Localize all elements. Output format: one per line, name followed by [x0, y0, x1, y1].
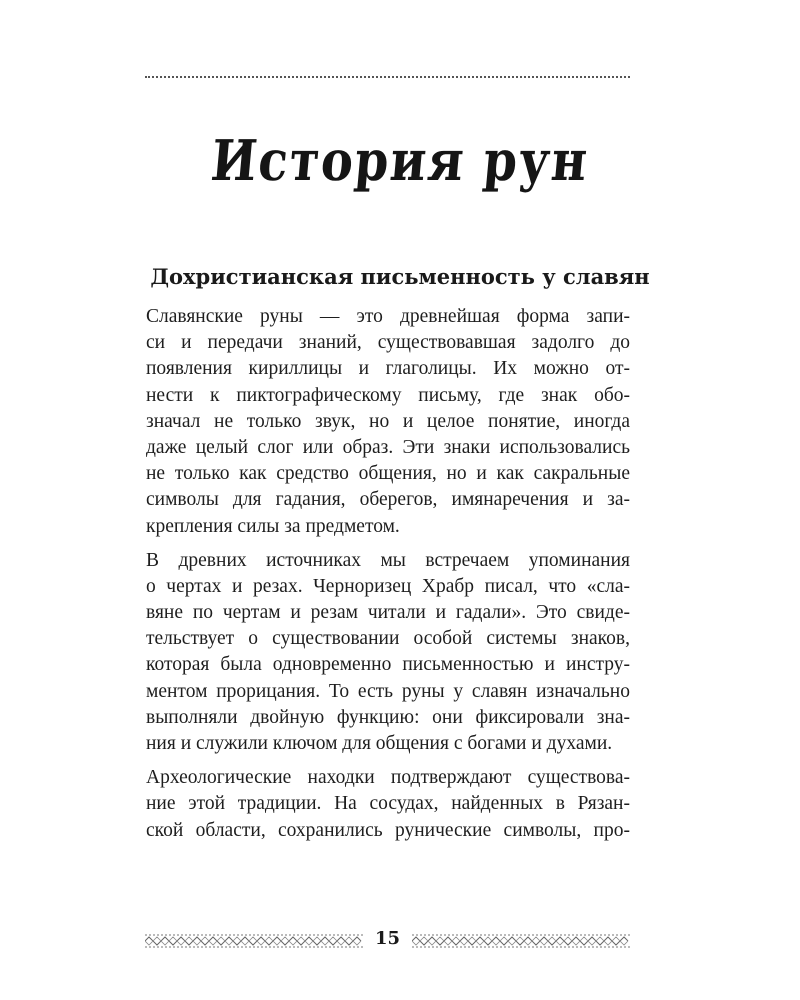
text-line: тельствует о существовании особой системы знаков, — [146, 628, 630, 650]
text-line: Археологические находки подтверждают существова- — [146, 767, 630, 789]
text-line: крепления силы за предметом. — [146, 515, 400, 537]
section-heading: Дохристианская письменность у славян — [150, 264, 650, 289]
text-line: нести к пиктографическому письму, где знак обо- — [146, 384, 630, 406]
text-line: ние этой традиции. На сосудах, найденных в Рязан- — [146, 793, 630, 815]
text-line: вяне по чертам и резам читали и гадали». Это свиде- — [146, 602, 630, 624]
text-line: даже целый слог или образ. Эти знаки использовались — [146, 436, 630, 458]
text-line: значал не только звук, но и целое понятие, иногда — [146, 410, 630, 432]
text-line: символы для гадания, оберегов, имянаречения и за- — [146, 489, 630, 511]
text-line: си и передачи знаний, существовавшая задолго до — [146, 332, 630, 354]
page-footer — [145, 926, 630, 956]
text-line: ния и служили ключом для общения с богами и духами. — [146, 733, 613, 754]
paragraph — [146, 548, 630, 758]
top-dotted-rule — [145, 76, 630, 80]
paragraph — [146, 765, 630, 844]
chapter-title: История рун — [208, 128, 592, 194]
text-line: В древних источниках мы встречаем упоминания — [146, 549, 630, 571]
page-number: 15 — [374, 928, 401, 949]
text-line: Славянские руны — это древнейшая форма запи- — [146, 306, 630, 327]
text-line: появления кириллицы и глаголицы. Их можно от- — [146, 358, 630, 380]
text-line: не только как средство общения, но и как сакральные — [146, 463, 630, 485]
text-line: о чертах и резах. Черноризец Храбр писал, что «сла- — [146, 575, 630, 597]
text-line: выполняли двойную функцию: они фиксировали зна- — [146, 706, 630, 728]
text-line: ской области, сохранились рунические символы, про- — [146, 819, 630, 841]
paragraph — [146, 304, 630, 540]
text-line: которая была одновременно письменностью и инстру- — [146, 654, 630, 676]
right-ornament-border — [412, 934, 630, 948]
body-text — [146, 304, 630, 852]
text-line: ментом прорицания. То есть руны у славян изначально — [146, 680, 630, 702]
